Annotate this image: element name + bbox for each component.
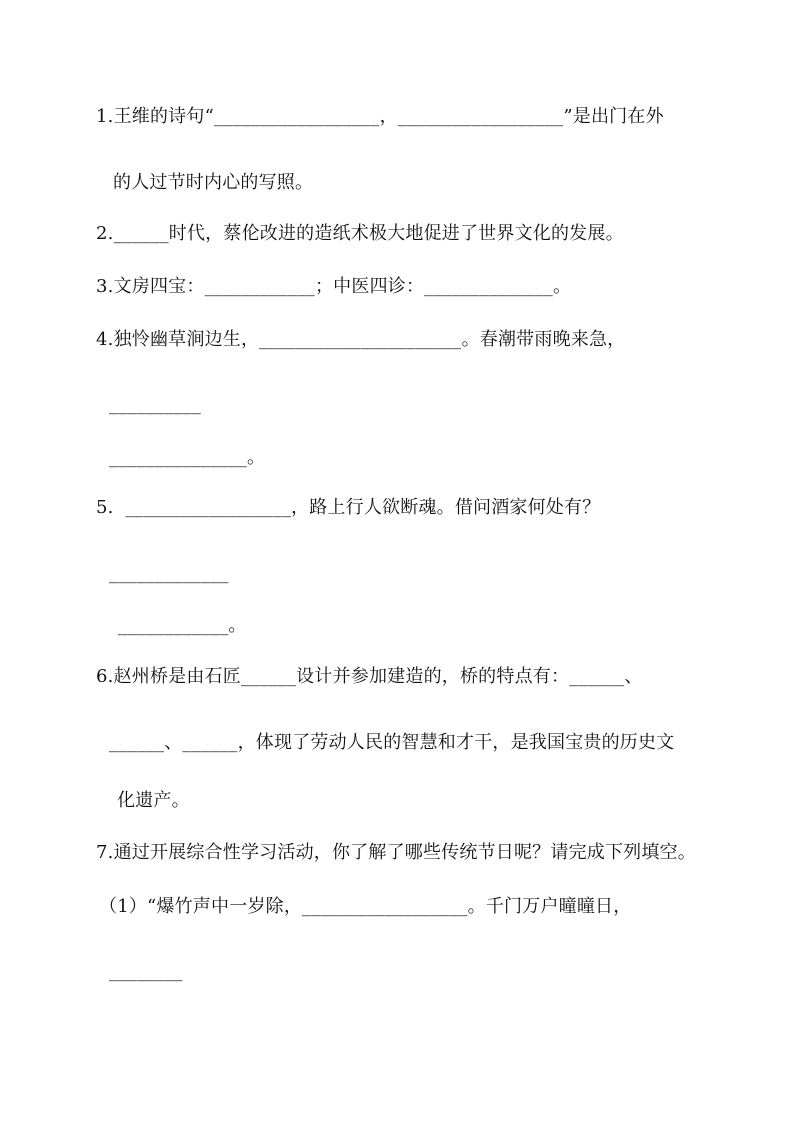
question-7-line-1: 7.通过开展综合性学习活动，你了解了哪些传统节日呢？请完成下列填空。 bbox=[96, 842, 696, 863]
question-2: 2.______时代，蔡伦改进的造纸术极大地促进了世界文化的发展。 bbox=[96, 223, 624, 244]
question-4-line-2: __________ bbox=[109, 394, 201, 415]
question-1-line-2: 的人过节时内心的写照。 bbox=[113, 172, 314, 193]
question-4-line-1: 4.独怜幽草涧边生，______________________。春潮带雨晚来急， bbox=[96, 329, 626, 350]
question-7-item-1-line-1: （1）“爆竹声中一岁除，__________________。千门万户曈曈日， bbox=[99, 896, 632, 917]
question-6-line-1: 6.赵州桥是由石匠______设计并参加建造的，桥的特点有：______、 bbox=[96, 666, 643, 687]
question-1-line-1: 1.王维的诗句“__________________，__________________”是出门在外 bbox=[96, 106, 664, 127]
question-3: 3.文房四宝：____________；中医四诊：______________。 bbox=[96, 276, 572, 297]
question-6-line-3: 化遗产。 bbox=[117, 790, 190, 811]
question-6-line-2: ______、______，体现了劳动人民的智慧和才干，是我国宝贵的历史文 bbox=[109, 732, 675, 753]
question-5-line-2: _____________ bbox=[109, 563, 229, 584]
question-5-line-1: 5. __________________，路上行人欲断魂。借问酒家何处有？ bbox=[96, 497, 601, 518]
question-4-line-3: _______________。 bbox=[109, 447, 266, 468]
question-7-item-1-line-2: ________ bbox=[109, 961, 183, 982]
question-5-line-3: ____________。 bbox=[118, 615, 247, 636]
